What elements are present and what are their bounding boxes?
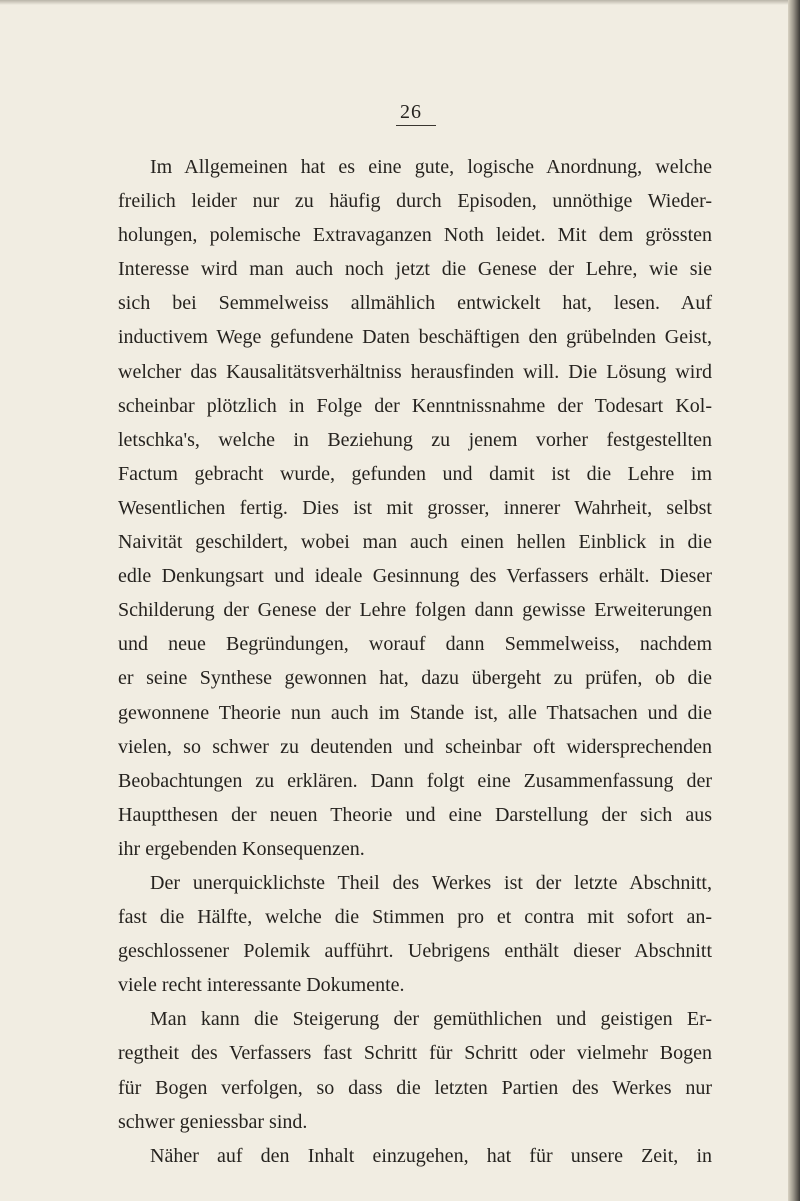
text-line: für Bogen verfolgen, so dass die letzten Partien des Werkes nur	[118, 1076, 712, 1099]
text-line: Schilderung der Genese der Lehre folgen dann gewisse Erweiterungen	[118, 599, 712, 622]
text-line: geschlossener Polemik aufführt. Uebrigens enthält dieser Abschnitt	[118, 940, 712, 963]
text-line: ihr ergebenden Konsequenzen.	[118, 837, 365, 860]
text-line: Factum gebracht wurde, gefunden und damit ist die Lehre im	[118, 462, 712, 485]
text-line: Naivität geschildert, wobei man auch einen hellen Einblick in die	[118, 531, 712, 554]
text-line: Interesse wird man auch noch jetzt die Genese der Lehre, wie sie	[118, 258, 712, 281]
body-text	[118, 150, 712, 1173]
text-line: schwer geniessbar sind.	[118, 1110, 308, 1133]
text-line: Näher auf den Inhalt einzugehen, hat für unsere Zeit, in	[150, 1144, 712, 1167]
text-line: freilich leider nur zu häufig durch Episoden, unnöthige Wieder-	[118, 190, 712, 213]
text-line: regtheit des Verfassers fast Schritt für Schritt oder vielmehr Bogen	[118, 1042, 712, 1065]
text-line: gewonnene Theorie nun auch im Stande ist, alle Thatsachen und die	[118, 701, 712, 724]
text-line: letschka's, welche in Beziehung zu jenem vorher festgestellten	[118, 428, 712, 451]
text-line: scheinbar plötzlich in Folge der Kenntnissnahme der Todesart Kol-	[118, 394, 712, 417]
text-line: inductivem Wege gefundene Daten beschäftigen den grübelnden Geist,	[118, 326, 712, 349]
text-line: viele recht interessante Dokumente.	[118, 974, 405, 997]
text-line: holungen, polemische Extravaganzen Noth leidet. Mit dem grössten	[118, 224, 712, 247]
text-line: welcher das Kausalitätsverhältniss herausfinden will. Die Lösung wird	[118, 360, 712, 383]
page-binding-edge	[788, 0, 800, 1201]
text-line: Wesentlichen fertig. Dies ist mit grosser, innerer Wahrheit, selbst	[118, 496, 712, 519]
text-line: Im Allgemeinen hat es eine gute, logische Anordnung, welche	[150, 156, 712, 178]
text-line: und neue Begründungen, worauf dann Semmelweiss, nachdem	[118, 633, 712, 656]
text-line: Man kann die Steigerung der gemüthlichen und geistigen Er-	[150, 1008, 712, 1031]
text-line: Der unerquicklichste Theil des Werkes ist der letzte Abschnitt,	[150, 871, 712, 894]
text-line: er seine Synthese gewonnen hat, dazu übergeht zu prüfen, ob die	[118, 667, 712, 690]
text-line: sich bei Semmelweiss allmählich entwickelt hat, lesen. Auf	[118, 292, 712, 315]
text-line: Hauptthesen der neuen Theorie und eine Darstellung der sich aus	[118, 803, 712, 826]
text-line: edle Denkungsart und ideale Gesinnung des Verfassers erhält. Dieser	[118, 565, 712, 588]
text-line: fast die Hälfte, welche die Stimmen pro et contra mit sofort an-	[118, 906, 712, 929]
page-top-edge	[0, 0, 800, 5]
text-line: Beobachtungen zu erklären. Dann folgt eine Zusammenfassung der	[118, 769, 712, 792]
text-line: vielen, so schwer zu deutenden und scheinbar oft widersprechenden	[118, 735, 712, 758]
page-number: 26	[396, 101, 436, 126]
